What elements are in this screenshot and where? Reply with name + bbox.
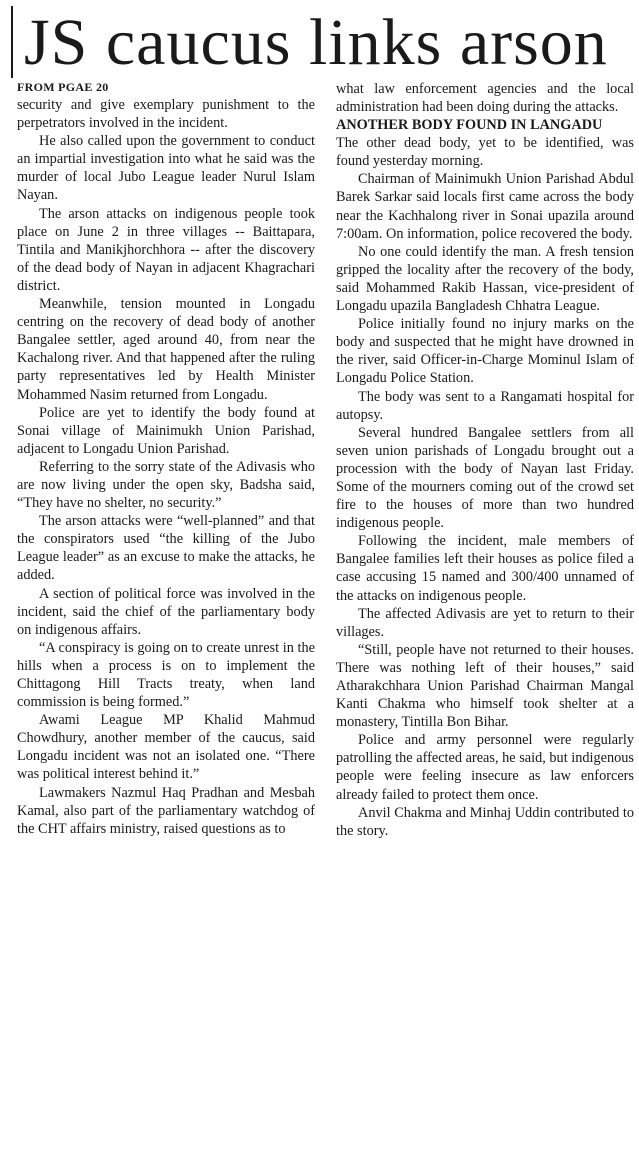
paragraph: Police are yet to identify the body found at Sonai village of Mainimukh Union Parishad, adjacent to Longadu Union Parishad. (17, 404, 315, 457)
paragraph: The other dead body, yet to be identified, was found yesterday morning. (336, 135, 634, 170)
paragraph: Police and army personnel were regularly patrolling the affected areas, he said, but indigenous people were feeling insecure as law enforcers already failed to protect them once. (336, 732, 634, 803)
paragraph: Police initially found no injury marks on the body and suspected that he might have drowned in the river, said Officer-in-Charge Mominul Islam of Longadu Police Station. (336, 316, 634, 387)
article-column-left (17, 80, 315, 838)
paragraph: Lawmakers Nazmul Haq Pradhan and Mesbah Kamal, also part of the parliamentary watchdog of the CHT affairs ministry, raised questions as to (17, 784, 315, 837)
dateline: FROM PGAE 20 (17, 80, 109, 94)
subhead: ANOTHER BODY FOUND IN LANGADU (336, 117, 603, 134)
paragraph: The affected Adivasis are yet to return to their villages. (336, 605, 634, 640)
article-column-right (336, 80, 634, 840)
paragraph: A section of political force was involved in the incident, said the chief of the parliamentary body on indigenous affairs. (17, 585, 315, 638)
headline-rule (11, 6, 13, 78)
paragraph: what law enforcement agencies and the local administration had been doing during the attacks. (336, 81, 634, 116)
paragraph: “A conspiracy is going on to create unrest in the hills when a process is on to implement the Chittagong Hill Tracts treaty, when land commission is being formed.” (17, 639, 315, 711)
paragraph: “Still, people have not returned to their houses. There was nothing left of their houses,” said Atharakchhara Union Parishad Chairman Mangal Kanti Chakma who himself took shelter at a monastery, Tintilla Bon Bihar. (336, 641, 634, 731)
paragraph: Several hundred Bangalee settlers from all seven union parishads of Longadu brought out a procession with the body of Nayan last Friday. Some of the mourners coming out of the crowd set fire to the houses of more than two hundred indigenous people. (336, 424, 634, 532)
paragraph: He also called upon the government to conduct an impartial investigation into what he said was the murder of local Jubo League leader Nurul Islam Nayan. (17, 133, 315, 204)
paragraph: Anvil Chakma and Minhaj Uddin contributed to the story. (336, 804, 634, 839)
paragraph: Chairman of Mainimukh Union Parishad Abdul Barek Sarkar said locals first came across the body near the Kachhalong river in Sonai upazila around 7:00am. On information, police recovered the body. (336, 171, 634, 242)
paragraph: Referring to the sorry state of the Adivasis who are now living under the open sky, Badsha said, “They have no shelter, no security.” (17, 458, 315, 512)
paragraph: The arson attacks were “well-planned” and that the conspirators used “the killing of the Jubo League leader” as an excuse to make the attacks, he added. (17, 513, 315, 584)
paragraph: No one could identify the man. A fresh tension gripped the locality after the recovery of the body, said Mohammed Rakib Hassan, vice-president of Longadu upazila Bangladesh Chhatra League. (336, 243, 634, 315)
paragraph: Awami League MP Khalid Mahmud Chowdhury, another member of the caucus, said Longadu incident was not an isolated one. “There was political interest behind it.” (17, 712, 315, 783)
paragraph: security and give exemplary punishment to the perpetrators involved in the incident. (17, 97, 315, 132)
headline: JS caucus links arson (24, 6, 608, 79)
paragraph: Meanwhile, tension mounted in Longadu centring on the recovery of dead body of another Bangalee settler, aged around 40, from near the Kachalong river. And that happened after the ruling party representatives led by Health Minister Mohammed Nasim returned from Longadu. (17, 296, 315, 403)
paragraph: Following the incident, male members of Bangalee families left their houses as police filed a case accusing 15 named and 300/400 unnamed of the attacks on indigenous people. (336, 533, 634, 604)
paragraph: The body was sent to a Rangamati hospital for autopsy. (336, 388, 634, 423)
paragraph: The arson attacks on indigenous people took place on June 2 in three villages -- Baittapara, Tintila and Manikjhorchhora -- after the discovery of the dead body of Nayan in adjacent Khagrachari district. (17, 205, 315, 294)
